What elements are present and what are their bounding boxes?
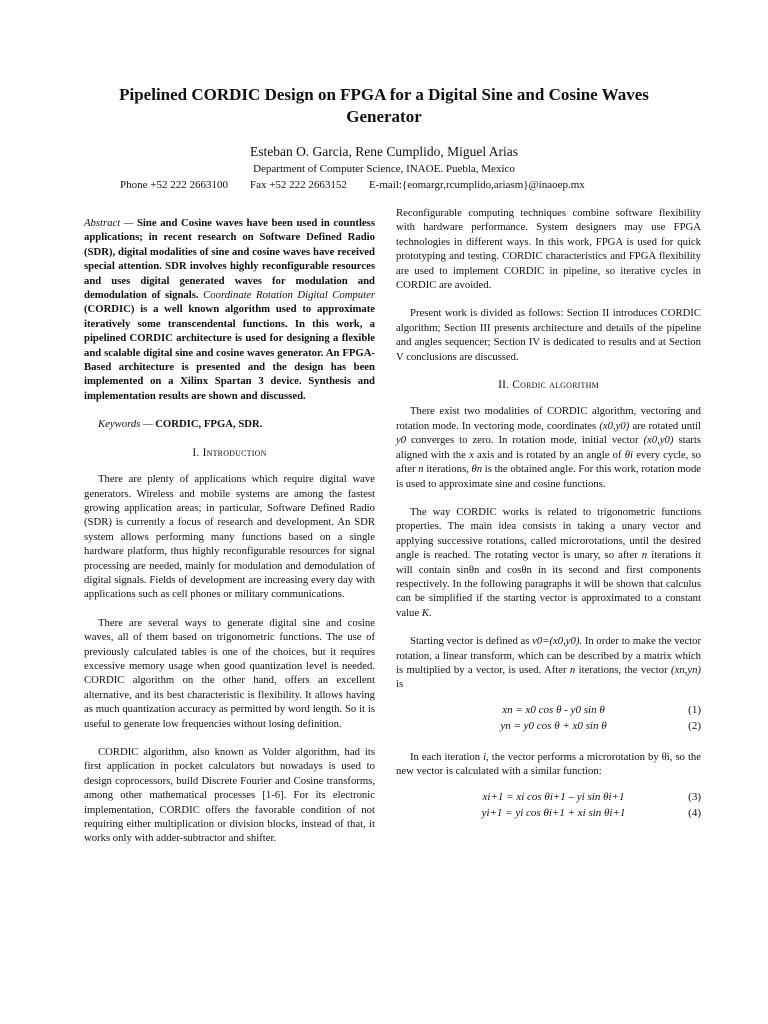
affiliation: Department of Computer Science, INAOE. Puebla, Mexico	[253, 163, 515, 175]
equation-expression: xn = x0 cos θ - y0 sin θ	[502, 703, 605, 716]
math-run: v0=(x0,y0).	[532, 635, 583, 648]
math-run: (xn,yn)	[671, 663, 701, 676]
math-run: n	[569, 663, 576, 676]
math-run: K.	[421, 606, 432, 619]
equation-block-1	[396, 702, 701, 734]
text-run: In each iteration	[410, 750, 481, 763]
equation-2	[396, 718, 701, 734]
cordic-paragraph-2	[396, 505, 701, 620]
math-run: n	[641, 549, 648, 562]
right-column	[396, 206, 701, 837]
intro-paragraph-1: There are plenty of applications which require digital wave generators. Wireless and mobile systems are among the fastest growing application areas; in particular, Software Defined Radio (SDR) is currently a focus of research and development. An SDR system allows performing many functions based on a single hardware platform, thus highly reconfigurable resources for signal processing are needed, mainly for modulation and demodulation of digital signals. Fields of development are increasing every day with applications such as cell phones or military communications.	[84, 473, 375, 601]
equation-1	[396, 702, 701, 718]
math-run: sinθn	[456, 563, 480, 576]
text-run: starts aligned with the	[396, 434, 701, 461]
section2-name: Cordic algorithm	[512, 379, 599, 392]
abstract	[84, 216, 375, 403]
section2-numeral: II.	[498, 379, 510, 392]
math-run: i,	[483, 750, 489, 763]
text-run: axis and is rotated by an angle of	[477, 448, 622, 461]
equation-number: (2)	[688, 719, 701, 732]
intro-paragraph-3: CORDIC algorithm, also known as Volder algorithm, had its first application in pocket calculators but nowadays is used to design coprocessors, build Discrete Fourier and Cosine transforms, among other mathematical processes [1-6]. For its electronic implementation, CORDIC offers the favorable condition of not requiring either multiplication or division blocks, instead of that, it works only with adder-subtractor and shifter.	[84, 746, 375, 845]
cordic-paragraph-4	[396, 750, 701, 779]
abstract-lead: Abstract —	[84, 217, 134, 229]
text-run: every cycle, so after	[396, 448, 702, 476]
text-run: iterations, the vector	[578, 663, 668, 676]
math-run: (x0,y0)	[599, 419, 630, 432]
equation-number: (3)	[688, 790, 701, 803]
math-run: θn	[471, 463, 483, 476]
abstract-part1: Sine and Cosine waves have been used in countless applications; in recent research on Software Defined Radio (SDR), digital modalities of sine and cosine waves have received special attention. SDR involves highly reconfigurable resources and uses digital generated waves for modulation and demodulation of signals.	[84, 217, 375, 302]
paper-title: Pipelined CORDIC Design on FPGA for a Digital Sine and Cosine Waves Generator	[119, 85, 649, 126]
section-heading-cordic	[396, 378, 701, 392]
equation-3	[396, 789, 701, 805]
keywords	[84, 417, 375, 431]
math-run: y0	[396, 434, 407, 447]
math-run: cosθn	[507, 563, 532, 576]
equation-number: (1)	[688, 703, 701, 716]
abstract-part2: (CORDIC) is a well known algorithm used to approximate iteratively some transcendental functions. In this work, a pipelined CORDIC architecture is used for designing a flexible and scalable digital sine and cosine waves generator. An FPGA-Based architecture is presented and the design has been implemented on a Xilinx Spartan 3 device. Synthesis and implementation results are shown and discussed.	[84, 303, 375, 402]
phone: Phone +52 222 2663100	[120, 179, 228, 191]
section-heading-introduction	[84, 446, 375, 460]
fax: Fax +52 222 2663152	[249, 179, 347, 191]
keywords-lead: Keywords —	[98, 418, 153, 431]
text-run: converges to zero. In rotation mode, initial vector	[411, 434, 639, 447]
text-run: Starting vector is defined as	[410, 635, 530, 648]
text-run: is	[396, 678, 404, 691]
email: E-mail:{eomargr,rcumplido,ariasm}@inaoep.mx	[368, 179, 585, 191]
text-run: are rotated until	[632, 419, 701, 432]
text-run: in its second and first components respectively. In the following paragraphs it will be shown that calculus can be simplified if the starting vector is approximated to a constant value	[396, 563, 702, 619]
intro-paragraph-2: There are several ways to generate digital sine and cosine waves, all of them based on trigonometric functions. The use of previously calculated tables is one of the choices, but it requires excessive memory usage when good quantization level is needed. CORDIC algorithm on the other hand, offers an excellent alternative, and its best characteristic is flexibility. It allows having as much quantization accuracy as permitted by word length. So it is useful to generate low frequencies without losing definition.	[84, 616, 375, 730]
contact-line	[120, 179, 680, 191]
equation-block-2	[396, 789, 701, 821]
text-run: is the obtained angle. For this work, rotation mode is used to approximate sine and cosine functions.	[396, 463, 702, 490]
abstract-italic: Coordinate Rotation Digital Computer	[203, 289, 375, 302]
intro-paragraph-5: Present work is divided as follows: Section II introduces CORDIC algorithm; Section III presents architecture and details of the pipeline and angles sequencer; Section IV is dedicated to results and at Section V conclusions are discussed.	[396, 307, 701, 363]
math-run: θi	[624, 448, 633, 461]
math-run: n	[418, 463, 424, 476]
math-run: (x0,y0)	[643, 434, 674, 447]
equation-number: (4)	[688, 806, 701, 819]
section1-numeral: I.	[192, 446, 200, 459]
text-run: There exist two modalities of CORDIC algorithm, vectoring and rotation mode. In vectoring mode, coordinates	[396, 405, 701, 432]
text-run: In order to make the vector rotation, a linear transform, which can be described by a matrix which is multiplied by a vector, is used. After	[396, 635, 702, 676]
intro-paragraph-4: Reconfigurable computing techniques combine software flexibility with hardware performance. System designers may use FPGA technologies in different ways. In this work, FPGA is used for quick prototyping and testing. CORDIC characteristics and FPGA flexibility are used to implement CORDIC in pipeline, so iterative cycles in CORDIC are avoided.	[396, 207, 701, 292]
math-run: x	[469, 448, 474, 461]
text-run: iterations it will contain	[396, 549, 702, 576]
text-run: iterations,	[426, 463, 469, 476]
left-column	[84, 216, 375, 860]
text-run: the vector performs a microrotation by θi, so the new vector is calculated with a similar function:	[396, 750, 702, 778]
equation-expression: xi+1 = xi cos θi+1 – yi sin θi+1	[482, 790, 625, 803]
equation-4	[396, 805, 701, 821]
cordic-paragraph-3	[396, 634, 701, 692]
section1-name: Introduction	[202, 446, 267, 459]
text-run: The way CORDIC works is related to trigonometric functions properties. The main idea consists in taking a unary vector and applying successive rotations, called microrotations, until the desired angle is reached. The rotating vector is unary, so after	[396, 505, 701, 562]
cordic-paragraph-1	[396, 404, 701, 490]
equation-expression: yi+1 = yi cos θi+1 + xi sin θi+1	[481, 806, 626, 819]
text-run: and	[485, 563, 501, 576]
keywords-text: CORDIC, FPGA, SDR.	[155, 418, 263, 431]
equation-expression: yn = y0 cos θ + x0 sin θ	[500, 719, 607, 732]
author-list: Esteban O. Garcia, Rene Cumplido, Miguel Arias	[249, 144, 519, 159]
